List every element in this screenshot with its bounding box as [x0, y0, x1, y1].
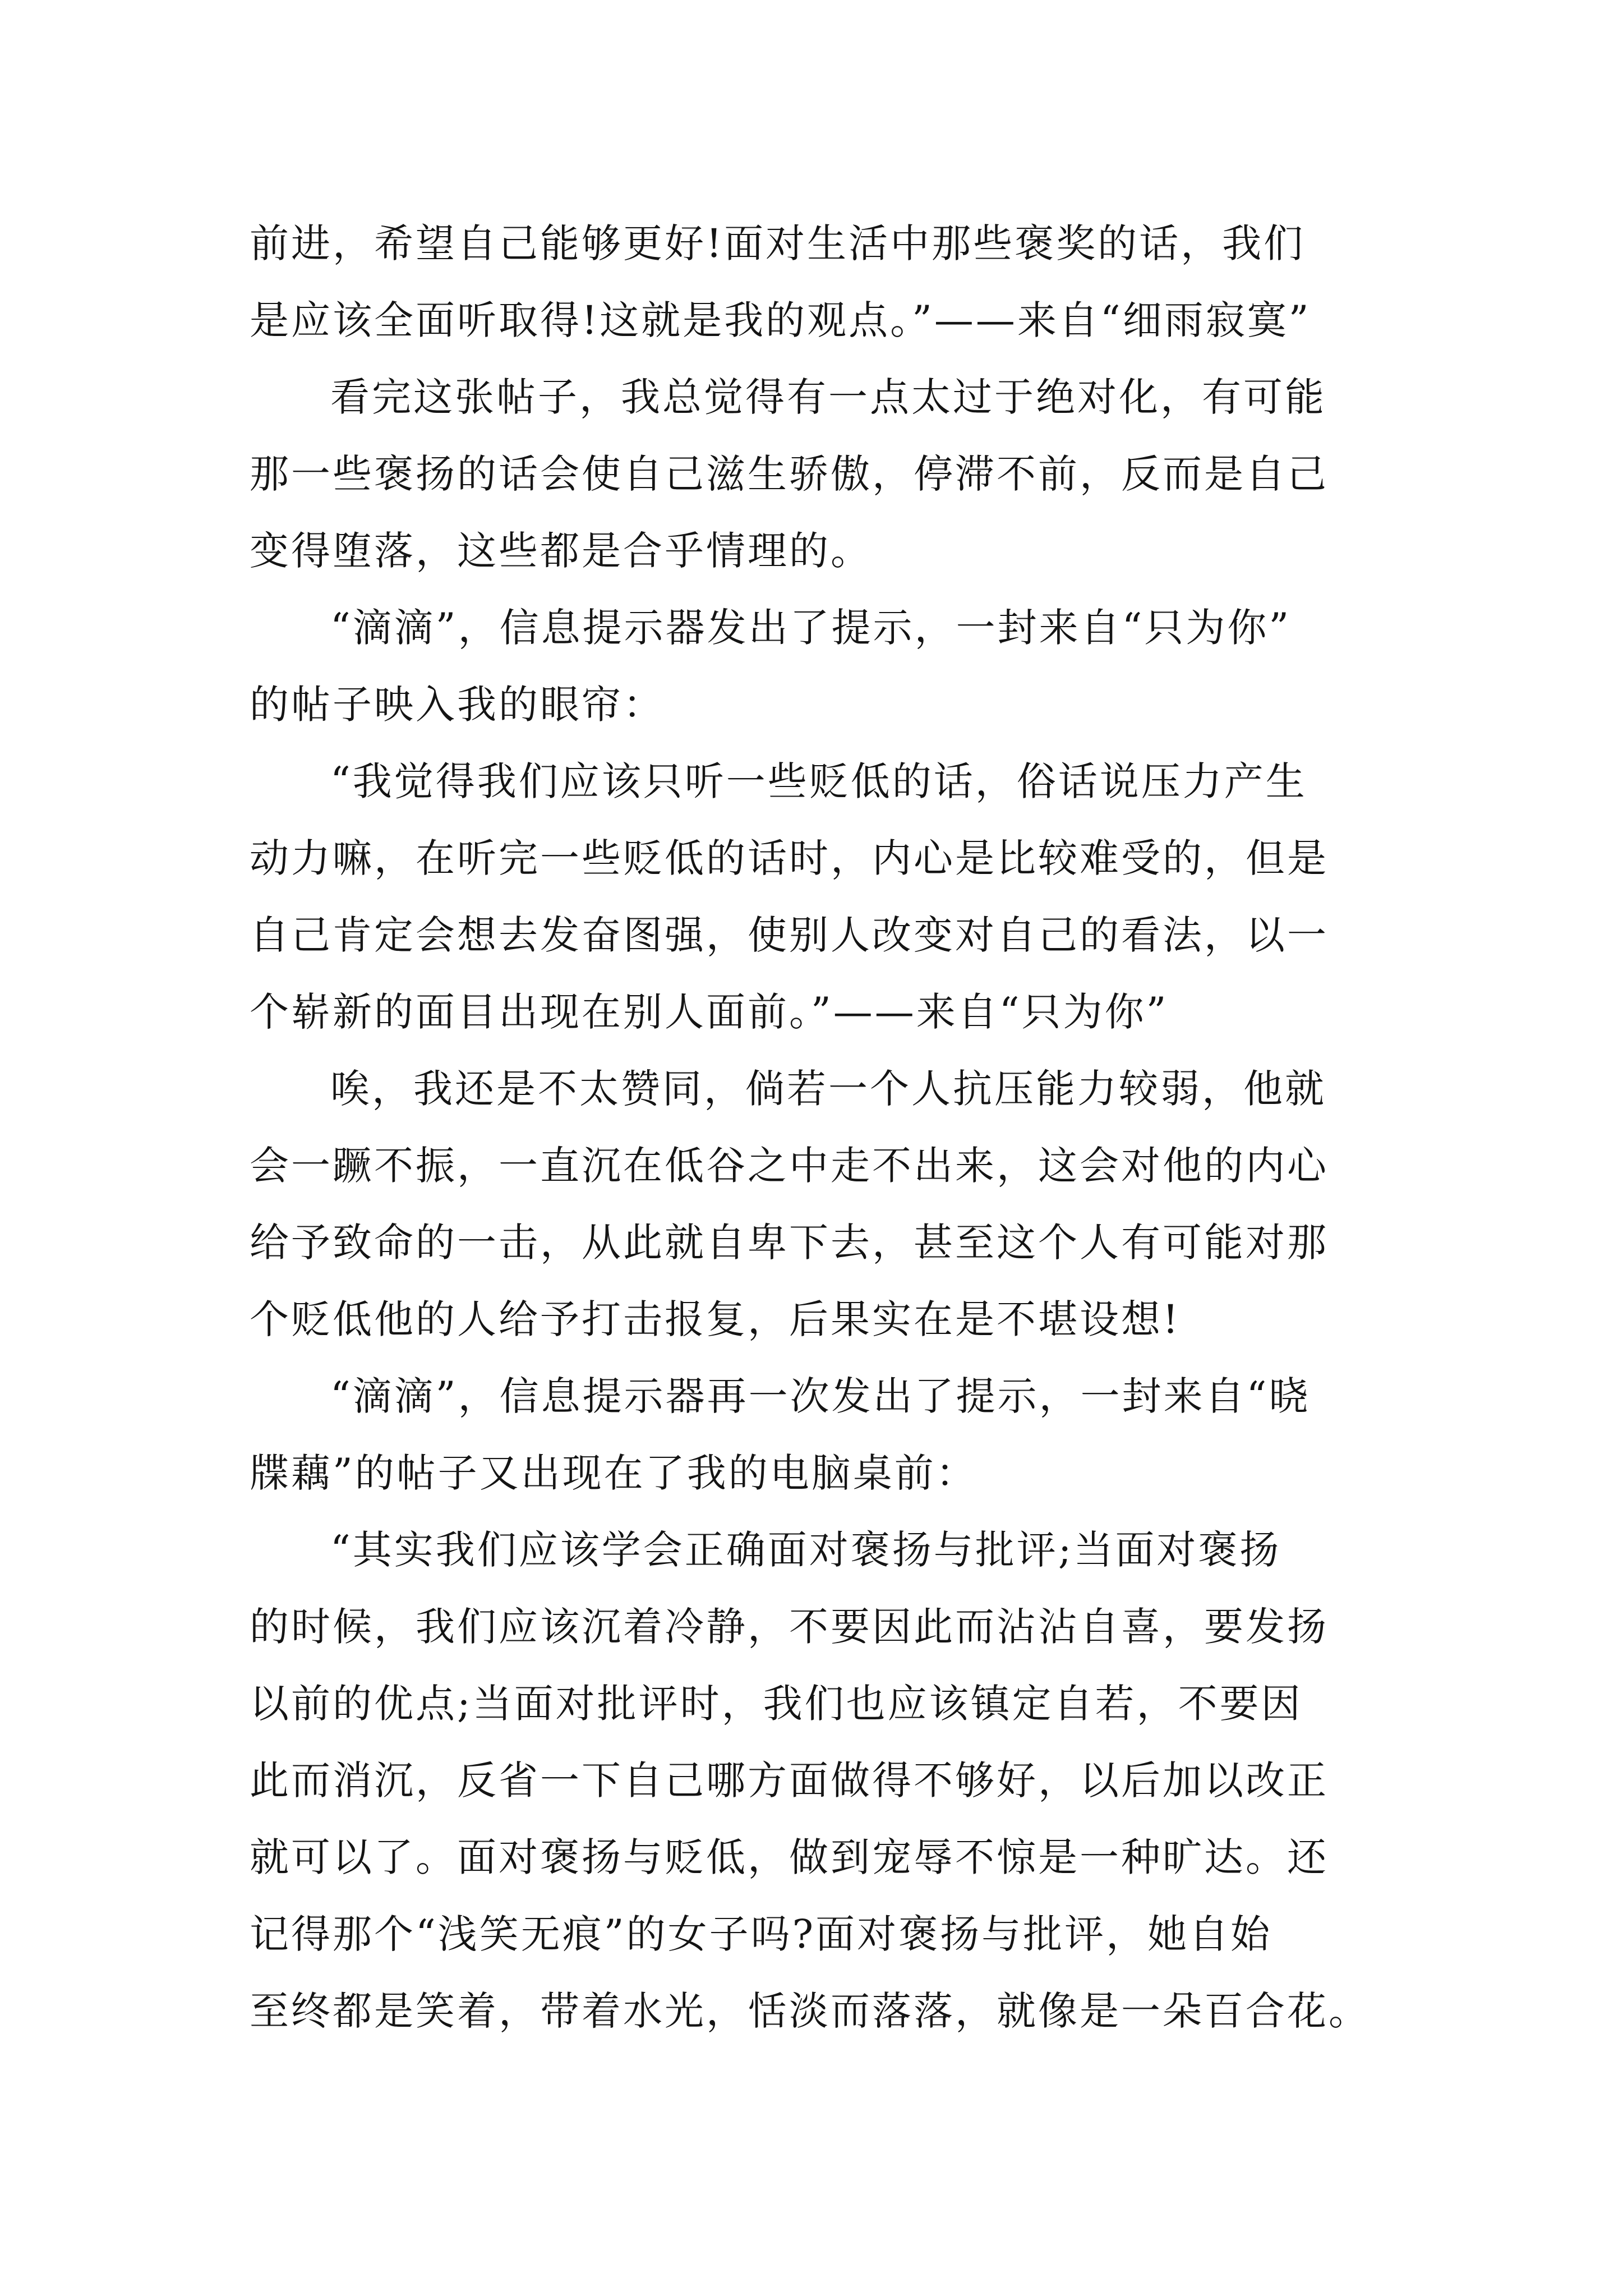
text-line: 是应该全面听取得!这就是我的观点。”——来自“细雨寂寞”: [250, 297, 1311, 343]
text-line: 牒藕”的帖子又出现在了我的电脑桌前：: [250, 1450, 978, 1496]
text-line: 个崭新的面目出现在别人面前。”——来自“只为你”: [250, 989, 1169, 1035]
paragraph-start-line: 唉，我还是不太赞同，倘若一个人抗压能力较弱，他就: [330, 1066, 1326, 1112]
text-line: 记得那个“浅笑无痕”的女子吗?面对褒扬与批评，她自始: [250, 1911, 1272, 1957]
text-line: 前进，希望自己能够更好!面对生活中那些褒奖的话，我们: [250, 220, 1306, 266]
document-body: [250, 205, 1382, 2050]
text-line: 的时候，我们应该沉着冷静，不要因此而沾沾自喜，要发扬: [250, 1604, 1329, 1650]
text-line: 的帖子映入我的眼帘：: [250, 682, 665, 728]
text-line: 自己肯定会想去发奋图强，使别人改变对自己的看法，以一: [250, 912, 1329, 958]
text-line: 至终都是笑着，带着水光，恬淡而落落，就像是一朵百合花。: [250, 1988, 1370, 2034]
text-line: 给予致命的一击，从此就自卑下去，甚至这个人有可能对那: [250, 1220, 1329, 1266]
text-line: 变得堕落，这些都是合乎情理的。: [250, 528, 872, 574]
paragraph-start-line: 看完这张帖子，我总觉得有一点太过于绝对化，有可能: [330, 374, 1326, 420]
text-line: 以前的优点;当面对批评时，我们也应该镇定自若，不要因: [250, 1681, 1303, 1727]
text-line: 此而消沉，反省一下自己哪方面做得不够好，以后加以改正: [250, 1757, 1329, 1803]
text-line: 就可以了。面对褒扬与贬低，做到宠辱不惊是一种旷达。还: [250, 1834, 1329, 1880]
paragraph-start-line: “滴滴”，信息提示器发出了提示，一封来自“只为你”: [330, 605, 1292, 651]
text-line: 动力嘛，在听完一些贬低的话时，内心是比较难受的，但是: [250, 835, 1329, 881]
text-line: 那一些褒扬的话会使自己滋生骄傲，停滞不前，反而是自己: [250, 451, 1329, 497]
paragraph-start-line: “我觉得我们应该只听一些贬低的话，俗话说压力产生: [330, 758, 1307, 804]
text-line: 会一蹶不振，一直沉在低谷之中走不出来，这会对他的内心: [250, 1143, 1329, 1189]
text-line: 个贬低他的人给予打击报复，后果实在是不堪设想!: [250, 1296, 1181, 1342]
paragraph-start-line: “其实我们应该学会正确面对褒扬与批评;当面对褒扬: [330, 1527, 1281, 1573]
paragraph-start-line: “滴滴”，信息提示器再一次发出了提示，一封来自“晓: [330, 1373, 1311, 1419]
